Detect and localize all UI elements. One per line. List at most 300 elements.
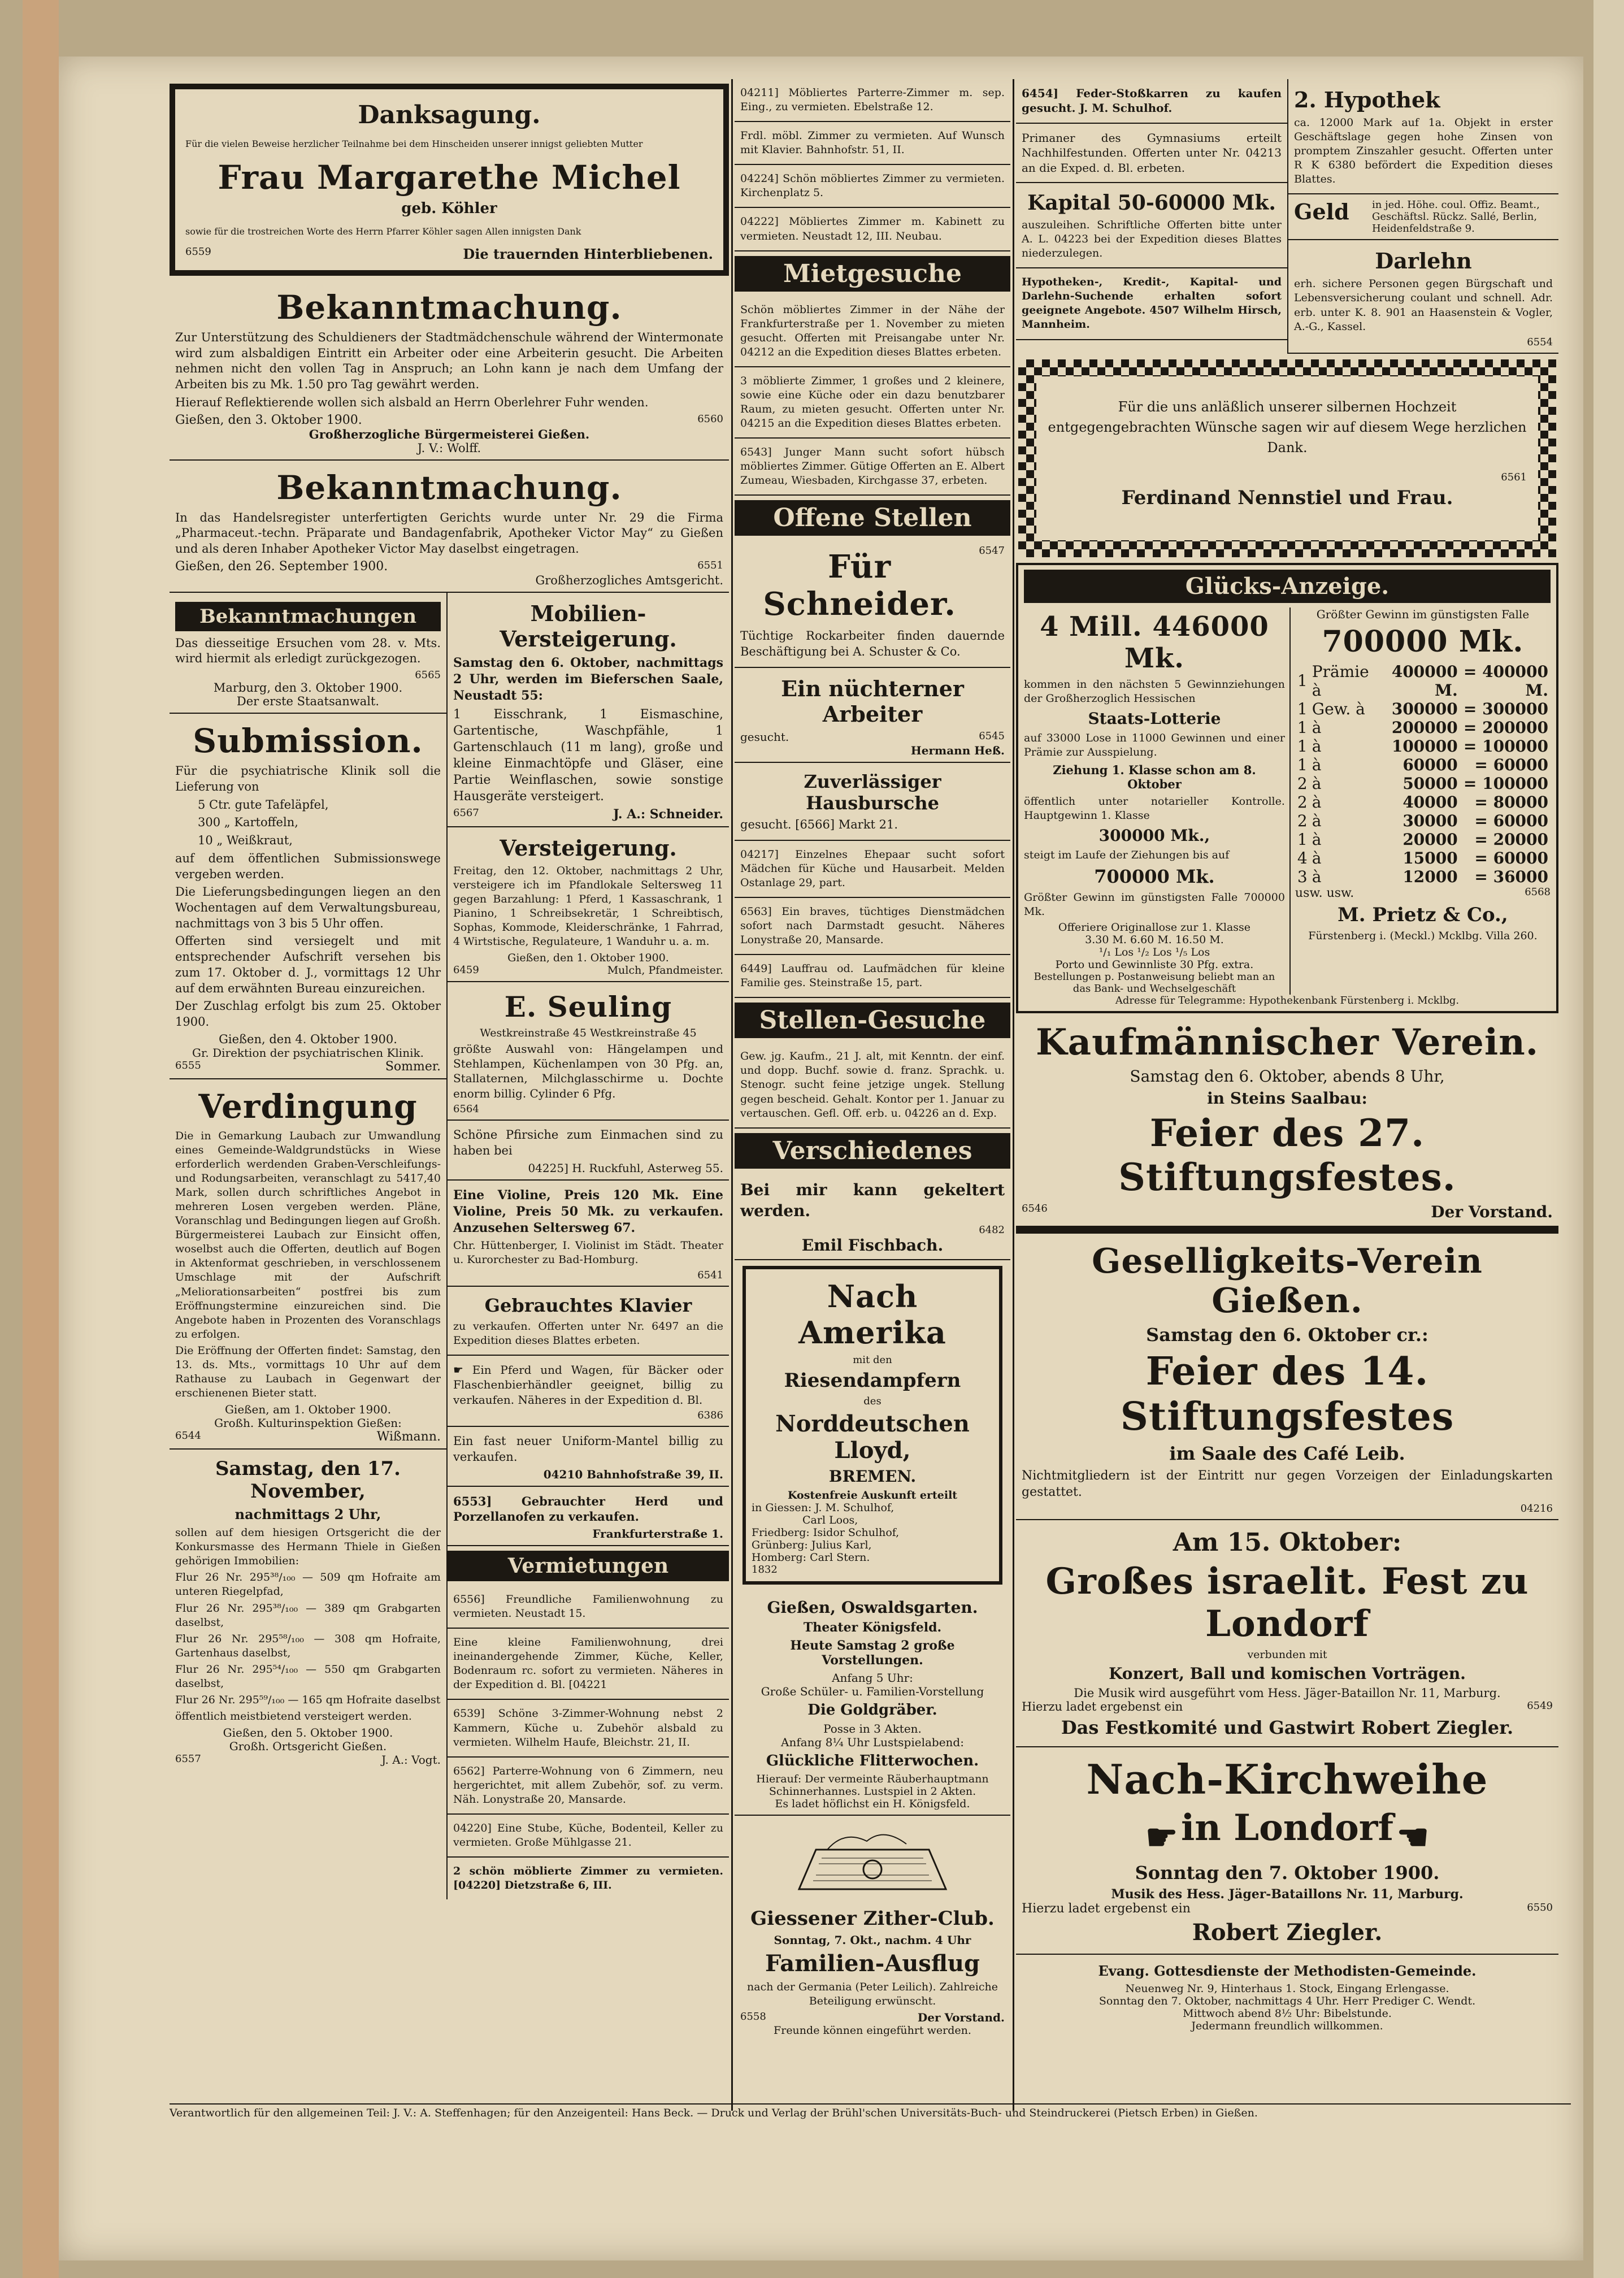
ad-text: Mittwoch abend 8½ Uhr: Bibelstunde. bbox=[1183, 2007, 1392, 2020]
ad-text: zu verkaufen. Offerten unter Nr. 6497 an die Expedition dieses Blattes erbeten. bbox=[453, 1320, 723, 1347]
submission-ad bbox=[170, 714, 446, 1079]
ad-title: Kapital 50-60000 Mk. bbox=[1027, 190, 1276, 215]
ad-number: 6459 bbox=[453, 964, 479, 976]
ad-name: Frau Margarethe Michel bbox=[218, 158, 681, 197]
prize-cell: 20000 bbox=[1402, 830, 1458, 849]
prize-cell: 100000 bbox=[1391, 736, 1458, 756]
prize-cell: = 80000 bbox=[1474, 792, 1548, 812]
prize-cell: 12000 bbox=[1402, 867, 1458, 886]
pointing-hand-right-icon: ☛ bbox=[1145, 1816, 1178, 1859]
ad-signature: Robert Ziegler. bbox=[1192, 1919, 1383, 1946]
section-header: Offene Stellen bbox=[735, 500, 1010, 536]
ad-subtitle: Theater Königsfeld. bbox=[803, 1620, 942, 1635]
column-1 bbox=[170, 79, 729, 1899]
prize-row bbox=[1295, 774, 1551, 793]
zimmer-ad bbox=[735, 165, 1010, 208]
geselligkeits-verein-ad bbox=[1016, 1234, 1558, 1520]
ad-text: gesucht. bbox=[740, 730, 789, 744]
ad-text: erh. sichere Personen gegen Bürgschaft und Lebensversicherung coulant und schnell. Adr. erb. unter K. 8. 901 an Haasenstein & Vogler, A.-G., Kassel. bbox=[1294, 277, 1553, 333]
ad-title: Verdingung bbox=[198, 1087, 418, 1126]
prize-row bbox=[1295, 793, 1551, 812]
zimmer-ad bbox=[735, 79, 1010, 122]
ad-text: Tüchtige Rockarbeiter finden dauernde Beschäftigung bei A. Schuster & Co. bbox=[740, 629, 1005, 659]
nachhilfe-ad bbox=[1016, 124, 1287, 183]
pfirsiche-ad bbox=[448, 1121, 729, 1180]
ad-date: Gießen, den 4. Oktober 1900. bbox=[219, 1032, 397, 1046]
ad-address: Westkreinstraße 45 Westkreinstraße 45 bbox=[480, 1026, 697, 1039]
vermietung-ad bbox=[448, 1858, 729, 1899]
prize-cell: 1 bbox=[1297, 671, 1308, 691]
ad-text: öffentlich unter notarieller Kontrolle. Hauptgewinn 1. Klasse bbox=[1024, 795, 1285, 822]
ad-text: Sonntag den 7. Oktober, nachmittags 4 Uhr. Herr Prediger C. Wendt. bbox=[1098, 1995, 1476, 2008]
ad-text: 04211] Möbliertes Parterre-Zimmer m. sep. Eing., zu vermieten. Ebelstraße 12. bbox=[740, 86, 1005, 114]
ad-text: Die Musik wird ausgeführt vom Hess. Jäger-Bataillon Nr. 11, Marburg. bbox=[1074, 1686, 1501, 1700]
ad-list-item: Flur 26 Nr. 295⁵⁸/₁₀₀ — 308 qm Hofraite, Gartenhaus daselbst, bbox=[175, 1632, 441, 1659]
ad-signature: Frankfurterstraße 1. bbox=[592, 1526, 723, 1541]
ad-text: auf 33000 Lose in 11000 Gewinnen und einer Prämie zur Ausspielung. bbox=[1024, 731, 1285, 758]
ad-text: Porto und Gewinnliste 30 Pfg. extra. bbox=[1055, 958, 1254, 971]
ad-text: sollen auf dem hiesigen Ortsgericht die der Konkursmasse des Hermann Thiele in Gießen gehörigen Immobilien: bbox=[175, 1526, 441, 1568]
ad-text: Norddeutschen Lloyd, bbox=[775, 1410, 970, 1464]
ad-text: Schöne Pfirsiche zum Einmachen sind zu haben bei bbox=[453, 1128, 723, 1157]
ad-signature: Sommer. bbox=[385, 1059, 441, 1074]
ad-title: Evang. Gottesdienste der Methodisten-Gemeinde. bbox=[1098, 1963, 1477, 1980]
column-2 bbox=[735, 79, 1010, 2041]
prize-cell: à bbox=[1312, 755, 1322, 774]
ad-signature: 04225] H. Ruckfuhl, Asterweg 55. bbox=[528, 1161, 723, 1175]
seuling-ad bbox=[448, 982, 729, 1121]
ad-list-item: Flur 26 Nr. 295³⁸/₁₀₀ — 389 qm Grabgarten daselbst, bbox=[175, 1602, 441, 1629]
ad-text: Schön möbliertes Zimmer in der Nähe der Frankfurterstraße per 1. November zu mieten gesucht. Offerten mit Preisangabe unter Nr. 04212 an die Expedition dieses Blattes erbeten. bbox=[740, 303, 1005, 358]
ad-number: 6560 bbox=[697, 413, 723, 425]
ad-number: 6386 bbox=[697, 1409, 723, 1422]
ad-date: Gießen, den 26. September 1900. bbox=[175, 559, 388, 574]
hypothek-ad bbox=[1288, 79, 1558, 194]
vermietung-ad bbox=[448, 1815, 729, 1858]
ad-text: Für die uns anläßlich unserer silbernen Hochzeit entgegengebrachten Wünsche sagen wir auf diesem Wege herzlichen Dank. bbox=[1048, 398, 1527, 455]
ad-text: Bestellungen p. Postanweisung beliebt man an das Bank- und Wechselgeschäft bbox=[1034, 971, 1275, 995]
prize-cell: Gew. à bbox=[1312, 699, 1365, 718]
theater-ad bbox=[735, 1590, 1010, 1816]
ad-date: Sonntag, 7. Okt., nachm. 4 Uhr bbox=[774, 1933, 971, 1947]
stosskarren-ad bbox=[1016, 79, 1287, 124]
stellen-ad bbox=[735, 955, 1010, 998]
ad-place: in Londorf bbox=[1180, 1807, 1394, 1850]
darlehn-ad bbox=[1288, 240, 1558, 353]
mietgesuch-ad bbox=[735, 296, 1010, 367]
ad-text: 6553] Gebrauchter Herd und Porzellanofen zu verkaufen. bbox=[453, 1494, 723, 1524]
ad-text: Eine kleine Familienwohnung, drei ineinandergehende Zimmer, Küche, Keller, Bodenraum rc. sofort zu vermieten. Näheres in der Expedition d. Bl. [04221 bbox=[453, 1636, 723, 1691]
prize-cell: 1 bbox=[1297, 755, 1308, 774]
kapital-ad bbox=[1016, 183, 1287, 268]
prize-cell: 200000 bbox=[1391, 718, 1458, 737]
ad-text: 2 schön möblierte Zimmer zu vermieten. [04220] Dietzstraße 6, III. bbox=[453, 1865, 723, 1892]
zither-illustration bbox=[788, 1827, 957, 1900]
ad-text: Adresse für Telegramme: Hypothekenbank Fürstenberg i. Mcklbg. bbox=[1115, 995, 1460, 1007]
vermietung-ad bbox=[448, 1700, 729, 1757]
prize-row bbox=[1295, 812, 1551, 830]
ad-number: 6557 bbox=[175, 1753, 201, 1765]
ad-text: Anfang 5 Uhr: bbox=[832, 1670, 913, 1685]
prize-cell: 60000 bbox=[1402, 755, 1458, 774]
ad-text: nach der Germania (Peter Leilich). Zahlreiche Beteiligung erwünscht. bbox=[747, 1980, 998, 2007]
mobilien-versteigerung-ad bbox=[448, 593, 729, 827]
prize-row bbox=[1295, 830, 1551, 849]
prize-row bbox=[1295, 700, 1551, 718]
ad-signature: Das Festkomité und Gastwirt Robert Ziegler. bbox=[1061, 1717, 1514, 1739]
ad-text: Nichtmitgliedern ist der Eintritt nur gegen Vorzeigen der Einladungskarten gestattet. bbox=[1022, 1469, 1553, 1500]
ad-text: 04220] Eine Stube, Küche, Bodenteil, Keller zu vermieten. Große Mühlgasse 21. bbox=[453, 1821, 723, 1849]
ad-place: im Saale des Café Leib. bbox=[1169, 1443, 1405, 1465]
ad-text: usw. usw. bbox=[1295, 886, 1354, 900]
ad-text: Hierauf: Der vermeinte Räuberhauptmann Schinnerhannes. Lustspiel in 2 Akten. bbox=[756, 1772, 989, 1798]
ad-number: 1832 bbox=[752, 1563, 778, 1576]
prize-cell: à bbox=[1312, 867, 1322, 886]
ad-text: Für die vielen Beweise herzlicher Teilnahme bei dem Hinscheiden unserer innigst geliebten Mutter bbox=[185, 138, 643, 149]
versteigerung-ad bbox=[170, 1450, 446, 1771]
agent-line: in Giessen: J. M. Schulhof, bbox=[752, 1501, 894, 1514]
prize-cell: = 20000 bbox=[1474, 830, 1548, 849]
ad-text: ca. 12000 Mark auf 1a. Objekt in erster Geschäftslage gegen hohe Zinsen von promptem Zinszahler gesucht. Offerten unter R K 6380 befördert die Expedition dieses Blattes. bbox=[1294, 116, 1553, 186]
ad-text: 1 Eisschrank, 1 Eismaschine, Gartentische, Waschpfähle, 1 Gartenschlauch (11 m lang), große und kleine Einmachtöpfe und Gläser, eine Partie Weinflaschen, sowie sonstige Hausgeräte versteigert. bbox=[453, 707, 723, 804]
column-3 bbox=[1016, 79, 1558, 2037]
ad-text: 04224] Schön möbliertes Zimmer zu vermieten. Kirchenplatz 5. bbox=[740, 172, 1005, 199]
ad-text: gesucht. [6566] Markt 21. bbox=[740, 817, 898, 831]
geld-ad bbox=[1288, 194, 1558, 240]
ad-title: Geld bbox=[1294, 199, 1349, 225]
ad-text: Primaner des Gymnasiums erteilt Nachhilfestunden. Offerten unter Nr. 04213 an die Exped. d. Bl. erbeten. bbox=[1022, 131, 1282, 175]
ad-number: 6555 bbox=[175, 1059, 201, 1071]
ad-title: E. Seuling bbox=[504, 990, 672, 1023]
hausbursche-ad bbox=[735, 763, 1010, 841]
ad-text: Riesendampfern bbox=[784, 1369, 961, 1392]
prize-cell: 1 bbox=[1297, 830, 1308, 849]
keltern-ad bbox=[735, 1173, 1010, 1260]
ad-text: Der Zuschlag erfolgt bis zum 25. Oktober 1900. bbox=[175, 999, 441, 1029]
mietgesuch-ad bbox=[735, 439, 1010, 496]
ad-title: Geselligkeits-Verein Gießen. bbox=[1092, 1242, 1483, 1321]
prize-cell: 1 bbox=[1297, 736, 1308, 756]
kaufmaennischer-verein-ad bbox=[1016, 1013, 1558, 1234]
vermietung-ad bbox=[448, 1758, 729, 1815]
ad-text: 300000 Mk., bbox=[1098, 826, 1210, 845]
prize-row bbox=[1295, 849, 1551, 867]
prize-row bbox=[1295, 718, 1551, 737]
ad-number: 6547 bbox=[979, 545, 1005, 557]
column-rule bbox=[731, 79, 733, 2111]
ad-text: Gew. jg. Kaufm., 21 J. alt, mit Kenntn. der einf. und dopp. Buchf. sowie d. franz. Sprachk. u. Stenogr. sucht feine jetzige ungek. Stellung gegen bescheid. Gehalt. Kontor per 1. Januar zu vertauschen. Gefl. Off. erb. u. 04226 an d. Exp. bbox=[740, 1050, 1005, 1120]
ad-number: 6554 bbox=[1527, 336, 1553, 348]
prize-row bbox=[1295, 756, 1551, 774]
prize-cell: = 60000 bbox=[1474, 811, 1548, 830]
ad-title: Submission. bbox=[193, 722, 423, 761]
ad-list-item: 300 „ Kartoffeln, bbox=[198, 815, 298, 830]
versteigerung-ad bbox=[448, 827, 729, 982]
ad-text: ¹/₁ Los ¹/₂ Los ¹/₅ Los bbox=[1098, 946, 1210, 959]
ad-text: 3.30 M. 6.60 M. 16.50 M. bbox=[1085, 934, 1224, 947]
ad-text: des bbox=[863, 1395, 882, 1407]
prize-cell: 4 bbox=[1297, 848, 1308, 867]
stellengesuch-ad bbox=[735, 1043, 1010, 1128]
ad-date: Gießen, den 3. Oktober 1900. bbox=[175, 413, 362, 427]
prize-cell: = 60000 bbox=[1474, 755, 1548, 774]
prize-cell: 15000 bbox=[1402, 848, 1458, 867]
prize-cell: 2 bbox=[1297, 792, 1308, 812]
prize-cell: 2 bbox=[1297, 774, 1308, 793]
ad-text: Größter Gewinn im günstigsten Falle 700000 Mk. bbox=[1024, 891, 1285, 918]
ad-text: In das Handelsregister unterfertigten Gerichts wurde unter Nr. 29 die Firma „Pharmaceut.-techn. Präparate und Bandagenfabrik, Apotheker Victor May“ zu Gießen und als deren Inhaber Apotheker Victor May daselbst eingetragen. bbox=[175, 510, 723, 556]
ad-text: Konzert, Ball und komischen Vorträgen. bbox=[1109, 1664, 1466, 1683]
ad-number: 6550 bbox=[1527, 1902, 1553, 1914]
ad-title: Zuverlässiger Hausbursche bbox=[804, 770, 941, 814]
ad-text: Musik des Hess. Jäger-Bataillons Nr. 11, Marburg. bbox=[1111, 1887, 1464, 1902]
ad-signature: Der Vorstand. bbox=[917, 2010, 1005, 2024]
zither-club-ad bbox=[735, 1816, 1010, 2041]
ad-text: steigt im Laufe der Ziehungen bis auf bbox=[1024, 849, 1230, 862]
ad-title: Gebrauchtes Klavier bbox=[484, 1294, 692, 1316]
prize-table bbox=[1295, 662, 1551, 886]
ad-signature: Hermann Heß. bbox=[910, 743, 1005, 757]
ad-text: Hierauf Reflektierende wollen sich alsbald an Herrn Oberlehrer Fuhr wenden. bbox=[175, 395, 649, 409]
ad-text: Größter Gewinn im günstigsten Falle bbox=[1316, 607, 1530, 621]
ad-title: Bekanntmachung. bbox=[276, 468, 622, 507]
section-header: Glücks-Anzeige. bbox=[1024, 570, 1551, 603]
stellen-ad bbox=[735, 898, 1010, 955]
ad-text: Zur Unterstützung des Schuldieners der Stadtmädchenschule während der Wintermonate wird zum alsbaldigen Eintritt ein Arbeiter oder eine Arbeiterin gesucht. Die Arbeiten nehmen nicht den vollen Tag in Anspruch; an Lohn kann je nach dem Umfang der Arbeiten bis zu Mk. 1.50 pro Tag gewährt werden. bbox=[175, 331, 723, 392]
ad-subtitle: nachmittags 2 Uhr, bbox=[235, 1506, 381, 1523]
agent-line: Grünberg: Julius Karl, bbox=[752, 1538, 872, 1551]
zimmer-ad bbox=[735, 122, 1010, 165]
ad-date: Gießen, den 1. Oktober 1900. bbox=[507, 951, 669, 964]
prize-cell: = 400000 M. bbox=[1463, 662, 1548, 700]
ad-title: Danksagung. bbox=[358, 101, 541, 129]
pointing-hand-left-icon: ☚ bbox=[1396, 1816, 1429, 1859]
ad-signature: Mulch, Pfandmeister. bbox=[607, 964, 723, 977]
adjacent-page-edge bbox=[1593, 0, 1624, 2278]
ad-title: 4 Mill. 446000 Mk. bbox=[1040, 610, 1269, 674]
ad-signature: Der erste Staatsanwalt. bbox=[236, 695, 380, 709]
bekanntmachungen-ad bbox=[170, 593, 446, 714]
ad-number: 6568 bbox=[1525, 886, 1551, 898]
section-header: Verschiedenes bbox=[735, 1133, 1010, 1169]
ad-title: Ein nüchterner Arbeiter bbox=[781, 675, 964, 727]
stellen-ad bbox=[735, 841, 1010, 898]
ad-office: Großh. Ortsgericht Gießen. bbox=[229, 1739, 387, 1754]
ad-text: Eine Violine, Preis 120 Mk. Eine Violine, Preis 50 Mk. zu verkaufen. Anzusehen Seltersweg 67. bbox=[453, 1187, 723, 1235]
ad-signature: Der Vorstand. bbox=[1431, 1203, 1553, 1222]
ad-date: Gießen, am 1. Oktober 1900. bbox=[224, 1403, 392, 1417]
prize-cell: = 100000 bbox=[1463, 774, 1548, 793]
ad-number: 6545 bbox=[979, 730, 1005, 742]
ad-text: Feier des 14. Stiftungsfestes bbox=[1120, 1349, 1454, 1440]
ad-born: geb. Köhler bbox=[401, 200, 497, 217]
ad-signature: J. V.: Wolff. bbox=[417, 441, 481, 455]
ad-title: Nach Amerika bbox=[798, 1278, 946, 1351]
ad-signature: J. A.: Schneider. bbox=[613, 807, 723, 822]
ad-text: 6449] Lauffrau od. Laufmädchen für kleine Familie ges. Steinstraße 15, part. bbox=[740, 962, 1005, 990]
ad-title: Mobilien-Versteigerung. bbox=[500, 600, 677, 652]
herd-ad bbox=[448, 1487, 729, 1546]
agent-line: Homberg: Carl Stern. bbox=[752, 1551, 870, 1564]
ad-text: Bei mir kann gekeltert werden. bbox=[740, 1180, 1005, 1220]
ad-text: Anfang 8¼ Uhr Lustspielabend: bbox=[781, 1735, 964, 1749]
ad-text: Hierzu ladet ergebenst ein bbox=[1022, 1902, 1191, 1916]
ad-number: 6564 bbox=[453, 1103, 479, 1116]
ad-date: Am 15. Oktober: bbox=[1173, 1528, 1402, 1557]
silberhochzeit-ad bbox=[1018, 359, 1556, 557]
section-header: Stellen-Gesuche bbox=[735, 1003, 1010, 1038]
ad-signature: Wißmann. bbox=[376, 1430, 441, 1444]
ad-list-item: 10 „ Weißkraut, bbox=[198, 834, 293, 848]
ad-date: Samstag den 6. Oktober cr.: bbox=[1146, 1324, 1428, 1346]
prize-cell: à bbox=[1312, 792, 1322, 812]
prize-cell: = 60000 bbox=[1474, 848, 1548, 867]
prize-cell: Prämie à bbox=[1312, 662, 1369, 700]
ad-text: Freunde können eingeführt werden. bbox=[774, 2024, 971, 2037]
prize-cell: à bbox=[1312, 811, 1322, 830]
ad-number: 6482 bbox=[979, 1223, 1005, 1236]
agent-line: Carl Loos, bbox=[802, 1513, 858, 1526]
ad-text: Hypotheken-, Kredit-, Kapital- und Darlehn-Suchende erhalten sofort geeignete Angebote. 4507 Wilhelm Hirsch, Mannheim. bbox=[1022, 276, 1282, 331]
ad-place: in Steins Saalbau: bbox=[1207, 1089, 1367, 1108]
pferd-ad bbox=[448, 1356, 729, 1427]
hypotheken-ad bbox=[1016, 268, 1287, 340]
prize-cell: = 100000 bbox=[1463, 736, 1548, 756]
ad-number: 6544 bbox=[175, 1430, 201, 1442]
ad-text: Das diesseitige Ersuchen vom 28. v. Mts. wird hiermit als erledigt zurückgezogen. bbox=[175, 636, 441, 666]
ad-text: öffentlich meistbietend versteigert werden. bbox=[175, 1710, 412, 1723]
prize-cell: à bbox=[1312, 774, 1322, 793]
imprint-footer: Verantwortlich für den allgemeinen Teil: J. V.: A. Steffenhagen; für den Anzeigenteil: Hans Beck. — Druck und Verlag der Brühl'schen Universitäts-Buch- und Steindruckerei (Pietsch Erben) in Gießen. bbox=[170, 2103, 1571, 2119]
prize-cell: à bbox=[1312, 718, 1322, 737]
ad-text: 6539] Schöne 3-Zimmer-Wohnung nebst 2 Kammern, Küche u. Zubehör alsbald zu vermieten. Wilhelm Haufe, Bleichstr. 21, II. bbox=[453, 1707, 723, 1748]
ad-signature: M. Prietz & Co., bbox=[1338, 903, 1508, 926]
prize-cell: 50000 bbox=[1402, 774, 1458, 793]
ad-text: Ein fast neuer Uniform-Mantel billig zu verkaufen. bbox=[453, 1434, 723, 1464]
ad-text: Posse in 3 Akten. bbox=[823, 1721, 922, 1735]
israelit-fest-ad bbox=[1016, 1520, 1558, 1747]
ad-text: Chr. Hüttenberger, I. Violinist im Städt. Theater u. Kurorchester zu Bad-Homburg. bbox=[453, 1239, 723, 1266]
ad-title: Gießen, Oswaldsgarten. bbox=[767, 1598, 978, 1617]
ad-text: 04217] Einzelnes Ehepaar sucht sofort Mädchen für Küche und Hausarbeit. Melden Ostanlage 29, part. bbox=[740, 848, 1005, 889]
prize-cell: à bbox=[1312, 830, 1322, 849]
ad-signature: Ferdinand Nennstiel und Frau. bbox=[1121, 486, 1453, 509]
ad-number: 6549 bbox=[1527, 1700, 1553, 1712]
ad-list-item: Flur 26 Nr. 295⁵⁴/₁₀₀ — 550 qm Grabgarten daselbst, bbox=[175, 1663, 441, 1690]
ad-number: 6541 bbox=[697, 1269, 723, 1281]
ad-title: Samstag, den 17. November, bbox=[215, 1457, 401, 1503]
ad-text: 6562] Parterre-Wohnung von 6 Zimmern, neu hergerichtet, mit allem Zubehör, sof. zu verm. Näh. Lonystraße 20, Mansarde. bbox=[453, 1764, 723, 1806]
ad-title: Für Schneider. bbox=[763, 548, 956, 623]
ad-office: Großherzogliches Amtsgericht. bbox=[535, 573, 723, 587]
ad-text: Freitag, den 12. Oktober, nachmittags 2 Uhr, versteigere ich im Pfandlokale Seltersweg 11 gegen Barzahlung: 1 Pferd, 1 Kassaschrank, 1 Pianino, 1 Schreibsekretär, 1 Schreibtisch, Sophas, Kommode, Kleiderschränke, 1 Fahrrad, 4 Wirtstische, Regulateure, 1 Wanduhr u. a. m. bbox=[453, 865, 723, 948]
ad-text: Die Eröffnung der Offerten findet: Samstag, den 13. ds. Mts., vormittags 10 Uhr auf dem Rathause zu Laubach in Gegenwart der erschienenen Bieter statt. bbox=[175, 1344, 441, 1400]
ad-address: Fürstenberg i. (Meckl.) Mcklbg. Villa 260. bbox=[1308, 929, 1538, 942]
ad-date: Samstag den 6. Oktober, abends 8 Uhr, bbox=[1130, 1067, 1445, 1086]
ad-office: Gr. Direktion der psychiatrischen Klinik. bbox=[192, 1045, 424, 1060]
ad-text: kommen in den nächsten 5 Gewinnziehungen der Großherzoglich Hessischen bbox=[1024, 678, 1285, 705]
klavier-ad bbox=[448, 1287, 729, 1356]
ad-text: Große Schüler- u. Familien-Vorstellung bbox=[761, 1684, 984, 1698]
gluecks-anzeige-ad bbox=[1016, 563, 1558, 1014]
ad-text bbox=[453, 1363, 723, 1407]
ad-text: Es ladet höflichst ein H. Königsfeld. bbox=[775, 1797, 970, 1810]
prize-cell: 30000 bbox=[1402, 811, 1458, 830]
ad-text: Hierzu ladet ergebenst ein bbox=[1022, 1700, 1183, 1714]
ad-title: Versteigerung. bbox=[500, 835, 677, 861]
ad-signature: 04210 Bahnhofstraße 39, II. bbox=[543, 1467, 723, 1481]
ad-text: 700000 Mk. bbox=[1322, 624, 1524, 659]
section-header: Bekanntmachungen bbox=[175, 602, 441, 631]
ad-text: Für die psychiatrische Klinik soll die Lieferung von bbox=[175, 764, 441, 793]
prize-cell: 40000 bbox=[1402, 792, 1458, 812]
ad-number: 6551 bbox=[697, 559, 723, 571]
ad-list-item: Flur 26 Nr. 295⁵⁹/₁₀₀ — 165 qm Hofraite daselbst bbox=[175, 1694, 441, 1707]
bekanntmachung-ad bbox=[170, 280, 729, 461]
ad-text: verbunden mit bbox=[1247, 1648, 1327, 1661]
ad-number: 6565 bbox=[415, 669, 441, 682]
vermietung-ad bbox=[448, 1586, 729, 1629]
ad-text: Die Goldgräber. bbox=[807, 1701, 937, 1719]
ad-text: BREMEN. bbox=[828, 1466, 917, 1486]
ad-title: Darlehn bbox=[1375, 248, 1472, 274]
ad-text: 6563] Ein braves, tüchtiges Dienstmädchen sofort nach Darmstadt gesucht. Näheres Lonystraße 20, Mansarde. bbox=[740, 905, 1005, 947]
ad-office: Großh. Kulturinspektion Gießen: bbox=[214, 1416, 402, 1430]
ad-text: Samstag den 6. Oktober, nachmittags 2 Uhr, werden im Bieferschen Saale, Neustadt 55: bbox=[453, 655, 723, 703]
ad-title: Nach-Kirchweihe bbox=[1086, 1755, 1488, 1804]
ad-text: Familien-Ausflug bbox=[765, 1950, 980, 1977]
vermietung-ad bbox=[448, 1629, 729, 1700]
ad-text: Frdl. möbl. Zimmer zu vermieten. Auf Wunsch mit Klavier. Bahnhofstr. 51, II. bbox=[740, 129, 1005, 157]
ad-text: Offerten sind versiegelt und mit entsprechender Aufschrift versehen bis zum 17. Oktober d. J., vormittags 12 Uhr auf dem erwähnten Bureau einzureichen. bbox=[175, 934, 441, 995]
prize-cell: = 300000 bbox=[1463, 699, 1548, 718]
ad-signature: Die trauernden Hinterbliebenen. bbox=[463, 246, 713, 262]
ad-office: Großherzogliche Bürgermeisterei Gießen. bbox=[309, 427, 590, 441]
ad-place-row bbox=[1022, 1807, 1553, 1859]
ad-title: Kaufmännischer Verein. bbox=[1035, 1021, 1539, 1064]
arbeiter-ad bbox=[735, 668, 1010, 763]
ad-signature: J. A.: Vogt. bbox=[381, 1753, 441, 1767]
norddeutscher-lloyd-ad bbox=[742, 1266, 1002, 1585]
ad-text: 04222] Möbliertes Zimmer m. Kabinett zu vermieten. Neustadt 12, III. Neubau. bbox=[740, 215, 1005, 242]
page-fold bbox=[23, 0, 59, 2278]
ad-text: 3 möblierte Zimmer, 1 großes und 2 kleinere, sowie eine Küche oder ein dazu benutzbarer Raum, zu mieten gesucht. Offerten unter Nr. 04215 an die Expedition dieses Blattes erbeten. bbox=[740, 374, 1005, 430]
prize-cell: à bbox=[1312, 736, 1322, 756]
ad-title: 2. Hypothek bbox=[1294, 87, 1440, 112]
ad-text: Die in Gemarkung Laubach zur Umwandlung eines Gemeinde-Waldgrundstücks in Wiese erforderlich werdenden Graben-Verschleifungs- und Rodungsarbeiten, veranschlagt zu 5417,40 Mark, sollen durch schriftliches Angebot in mehreren Losen vergeben werden. Pläne, Voranschlag und Bedingungen liegen auf Großh. Bürgermeisterei Laubach zur Einsicht offen, woselbst auch die Offerten, deutlich auf Bogen in Aktenformat geschrieben, in verschlossenem Umschlage mit der Aufschrift „Meliorationsarbeiten“ postfrei bis zum Eröffnungstermine einzureichen sind. Die Angebote haben in Prozenten des Voranschlags zu erfolgen. bbox=[175, 1129, 441, 1340]
prize-cell: = 36000 bbox=[1474, 867, 1548, 886]
violine-ad bbox=[448, 1181, 729, 1287]
ad-date: Sonntag den 7. Oktober 1900. bbox=[1135, 1862, 1440, 1884]
section-header: Vermietungen bbox=[448, 1551, 729, 1581]
ad-text: Offeriere Originallose zur 1. Klasse bbox=[1058, 921, 1251, 934]
kirchweihe-ad bbox=[1016, 1747, 1558, 1955]
ad-text: Glückliche Flitterwochen. bbox=[766, 1752, 979, 1769]
zimmer-ad bbox=[735, 208, 1010, 251]
ad-text-body: Ein Pferd und Wagen, für Bäcker oder Flaschenbierhändler geeignet, billig zu verkaufen. Näheres in der Expedition d. Bl. bbox=[453, 1363, 724, 1407]
prize-row bbox=[1295, 867, 1551, 886]
ad-text: Neuenweg Nr. 9, Hinterhaus 1. Stock, Eingang Erlengasse. bbox=[1125, 1982, 1449, 1995]
uniform-ad bbox=[448, 1427, 729, 1486]
ad-text: auf dem öffentlichen Submissionswege vergeben werden. bbox=[175, 851, 441, 881]
ad-number: 6559 bbox=[185, 246, 211, 258]
ad-text: in jed. Höhe. coul. Offiz. Beamt., Geschäftsl. Rückz. Sallé, Berlin, Heidenfeldstraße 9. bbox=[1372, 199, 1540, 235]
ad-list-item: Flur 26 Nr. 295³⁸/₁₀₀ — 509 qm Hofraite am unteren Riegelpfad, bbox=[175, 1571, 441, 1598]
ad-text: Jedermann freundlich willkommen. bbox=[1191, 2020, 1383, 2033]
mietgesuch-ad bbox=[735, 367, 1010, 439]
ad-text: auszuleihen. Schriftliche Offerten bitte unter A. L. 04223 bei der Expedition dieses Blattes niederzulegen. bbox=[1022, 218, 1282, 260]
ad-number: 6558 bbox=[740, 2010, 766, 2023]
